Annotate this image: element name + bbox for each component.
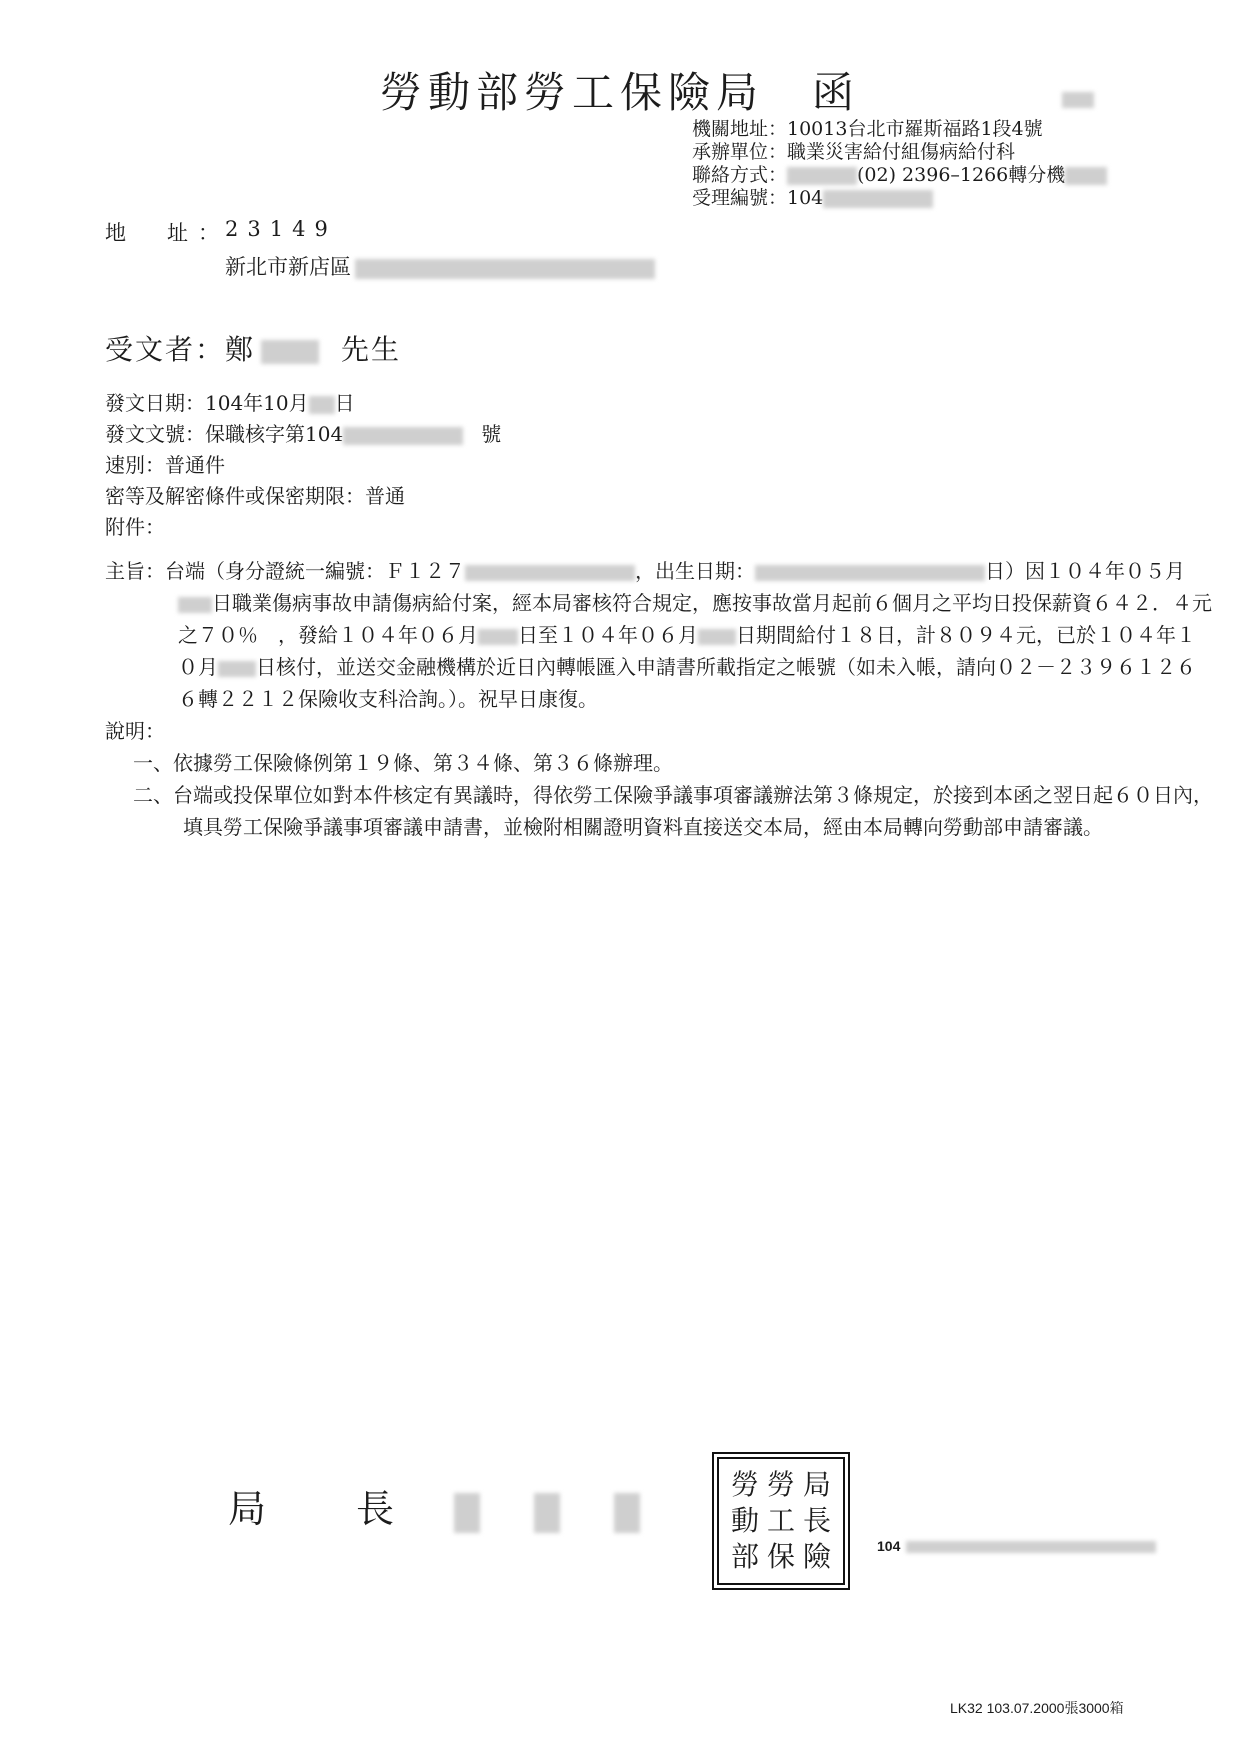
redacted-block: [343, 427, 463, 445]
secrecy-level: 密等及解密條件或保密期限：普通: [105, 484, 405, 508]
subject-label: 主旨：: [105, 559, 165, 583]
redacted-block: [906, 1541, 1156, 1553]
issue-date-text: 發文日期：104年10月: [105, 391, 309, 415]
issue-number-suffix: 號: [481, 422, 502, 446]
contact-label: 聯絡方式：: [692, 164, 788, 186]
address-label: 地 址：: [105, 221, 229, 245]
issue-number-text: 發文文號：保職核字第104: [105, 422, 344, 446]
seal-char: 動: [730, 1504, 759, 1537]
director-title: 局 長: [228, 1487, 421, 1531]
recipient-address: [225, 251, 655, 281]
explanation-item: 二、台端或投保單位如對本件核定有異議時，得依勞工保險爭議事項審議辦法第３條規定，於接到本函之翌日起６０日內，填具勞工保險爭議事項審議申請書，並檢附相關證明資料直接送交本局，經由本局轉向勞動部申請審議。: [133, 783, 1213, 839]
postal-code: 23149: [225, 217, 337, 241]
seal-char: 險: [802, 1540, 831, 1573]
redacted-block: [465, 565, 635, 581]
document-title: 勞動部勞工保險局 函: [380, 68, 861, 117]
document-number-prefix: 104: [877, 1538, 901, 1554]
redacted-block: [478, 629, 518, 645]
subject-text: １０４年０５月: [1045, 559, 1185, 583]
document-number: [877, 1538, 1156, 1554]
redacted-block: [614, 1493, 640, 1533]
redacted-block: [178, 597, 212, 613]
redacted-block: [698, 629, 736, 645]
recipient-line: [105, 328, 401, 368]
issue-number: [105, 419, 501, 450]
delivery-speed: 速別：普通件: [105, 453, 225, 477]
redacted-block: [1065, 167, 1107, 185]
subject-text: 日至１０４年０６月: [518, 623, 698, 647]
seal-char: 長: [802, 1504, 831, 1537]
seal-char: 部: [730, 1540, 759, 1573]
seal-char: 勞: [766, 1468, 795, 1501]
recipient-prefix: 受文者：鄭: [105, 333, 256, 366]
contact-phone: (02) 2396–1266轉分機: [857, 164, 1066, 186]
explanation-label: 說明：: [105, 719, 165, 743]
handling-unit: 承辦單位：職業災害給付組傷病給付科: [692, 141, 1016, 163]
redacted-block: [787, 167, 857, 185]
redacted-block: [823, 190, 933, 208]
explanation-item: 一、依據勞工保險條例第１９條、第３４條、第３６條辦理。: [133, 751, 673, 775]
subject-text: ，出生日期：: [635, 559, 755, 583]
official-seal-icon: [712, 1452, 850, 1590]
seal-char: 工: [766, 1504, 795, 1537]
redacted-block: [534, 1493, 560, 1533]
subject-text: 日）因: [985, 559, 1045, 583]
contact-line: [692, 164, 1107, 187]
seal-char: 保: [766, 1540, 795, 1573]
case-number-prefix: 受理編號：104: [692, 187, 824, 209]
address-line: 新北市新店區: [225, 255, 351, 279]
redacted-block: [755, 565, 985, 581]
document-info: [105, 388, 501, 543]
redacted-block: [355, 259, 655, 279]
director-signature: [228, 1478, 640, 1533]
redacted-block: [218, 661, 256, 677]
issue-date-suffix: 日: [334, 391, 355, 415]
redacted-block: [454, 1493, 480, 1533]
seal-char: 勞: [730, 1468, 759, 1501]
subject-text: 日期間給付１８日，計８０９４元，已於１０４年１０月: [178, 623, 1196, 679]
agency-meta: [692, 118, 1107, 210]
attachments: 附件：: [105, 515, 165, 539]
agency-address: 機關地址：10013台北市羅斯福路1段4號: [692, 118, 1043, 140]
subject-paragraph: [105, 555, 1215, 715]
recipient-title: 先生: [341, 333, 402, 366]
redacted-block: [261, 340, 319, 364]
redacted-block: [1062, 92, 1094, 108]
form-code: LK32 103.07.2000張3000箱: [950, 1700, 1124, 1716]
issue-date: [105, 388, 501, 419]
case-number: [692, 187, 1107, 210]
subject-text: 日職業傷病事故申請傷病給付案，經本局審核符合規定，應按事故當月起前６個月之平均日投保薪資６４２．４元之７０％ ，發給１０４年０６月: [178, 591, 1212, 647]
seal-char: 局: [802, 1468, 831, 1501]
redacted-block: [309, 396, 335, 414]
letter-body: [105, 555, 1215, 843]
subject-text: 台端（身分證統一編號：Ｆ１２７: [165, 559, 465, 583]
subject-text: 日核付，並送交金融機構於近日內轉帳匯入申請書所載指定之帳號（如未入帳，請向０２－２３９６１２６６轉２２１２保險收支科洽詢。）。祝早日康復。: [178, 655, 1196, 711]
